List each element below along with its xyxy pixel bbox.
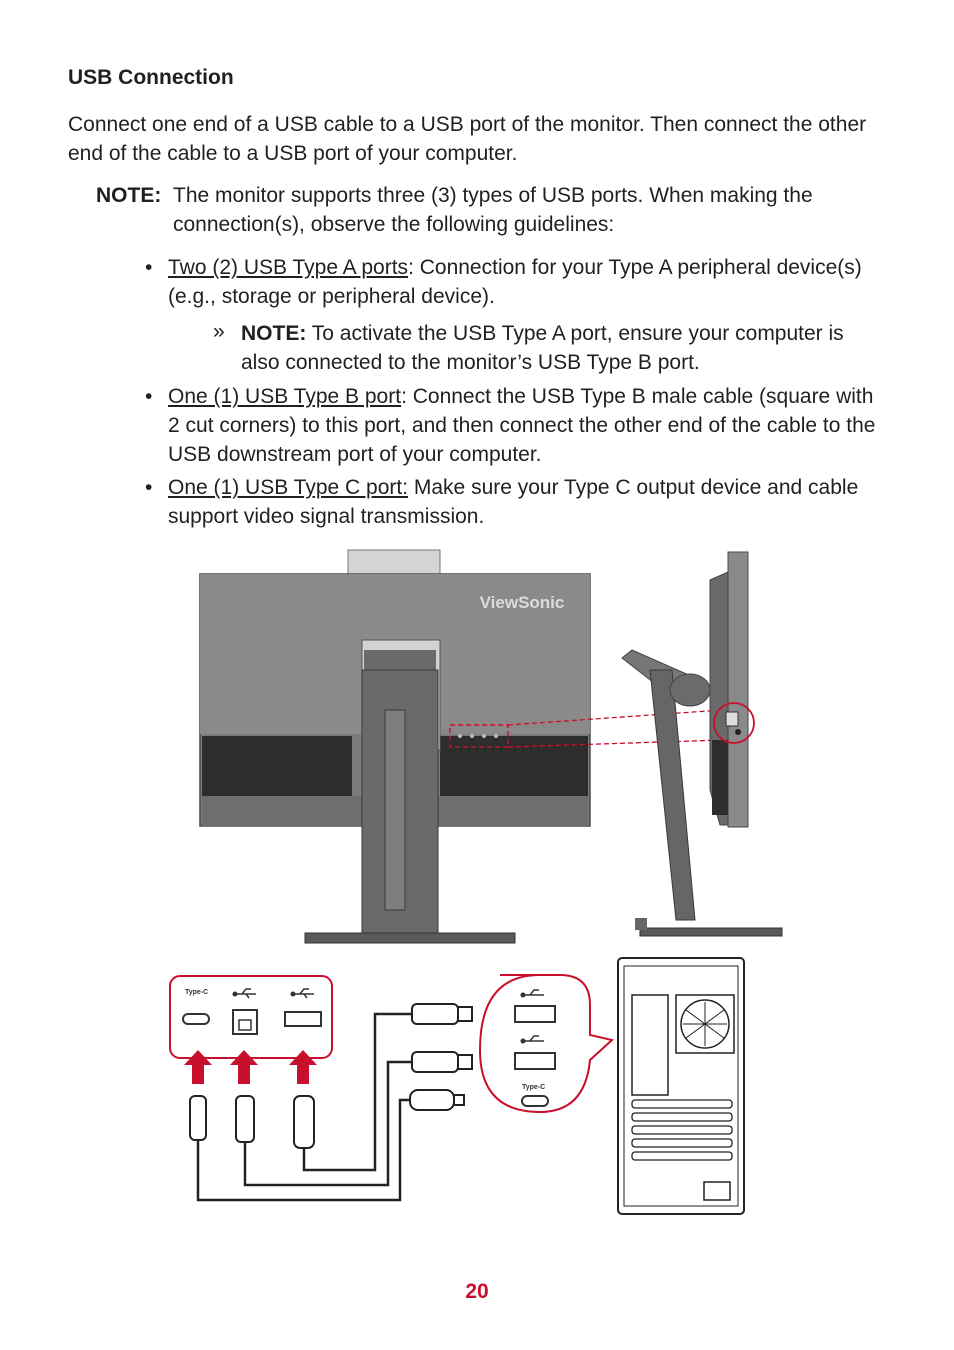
- pc-typec-label: Type-C: [522, 1084, 546, 1091]
- monitor-illustration: [0, 540, 954, 950]
- bullet-body: [168, 473, 880, 531]
- note-text: The monitor supports three (3) types of USB ports. When making the connection(s), observe the following guidelines:: [173, 184, 813, 236]
- page-number: 20: [465, 1280, 489, 1303]
- subnote-body: [241, 319, 881, 377]
- section-heading: USB Connection: [68, 66, 234, 89]
- pc-port-callout: [480, 975, 612, 1112]
- bullet-title: One (1) USB Type B port: [168, 385, 402, 408]
- pc-tower: [618, 958, 744, 1214]
- intro-paragraph: Connect one end of a USB cable to a USB port of the monitor. Then connect the other end of the cable to a USB port of your computer.: [68, 113, 867, 165]
- bullet-dot: •: [145, 385, 153, 408]
- subnote-marker: »: [213, 320, 225, 343]
- bullet-body: [168, 382, 880, 469]
- subnote-label: NOTE:: [241, 322, 307, 345]
- monitor-typec-label: Type-C: [185, 989, 209, 996]
- bullet-text: : Connection for your Type A peripheral device(s) (e.g., storage or peripheral device).: [168, 256, 862, 308]
- bullet-text: : Connect the USB Type B male cable (square with 2 cut corners) to this port, and then connect the other end of the cable to the USB downstream port of your computer.: [168, 385, 876, 466]
- bullet-title: Two (2) USB Type A ports: [168, 256, 409, 279]
- bullet-text: Make sure your Type C output device and cable support video signal transmission.: [168, 476, 859, 528]
- brand-logo: ViewSonic: [479, 593, 565, 612]
- bullet-dot: •: [145, 256, 153, 279]
- bullet-body: [168, 253, 880, 311]
- connection-diagram: [0, 950, 954, 1220]
- note-label: NOTE:: [96, 184, 162, 207]
- bullet-dot: •: [145, 476, 153, 499]
- bullet-title: One (1) USB Type C port:: [168, 476, 409, 499]
- subnote-text: To activate the USB Type A port, ensure your computer is also connected to the monitor’s USB Type B port.: [241, 322, 844, 374]
